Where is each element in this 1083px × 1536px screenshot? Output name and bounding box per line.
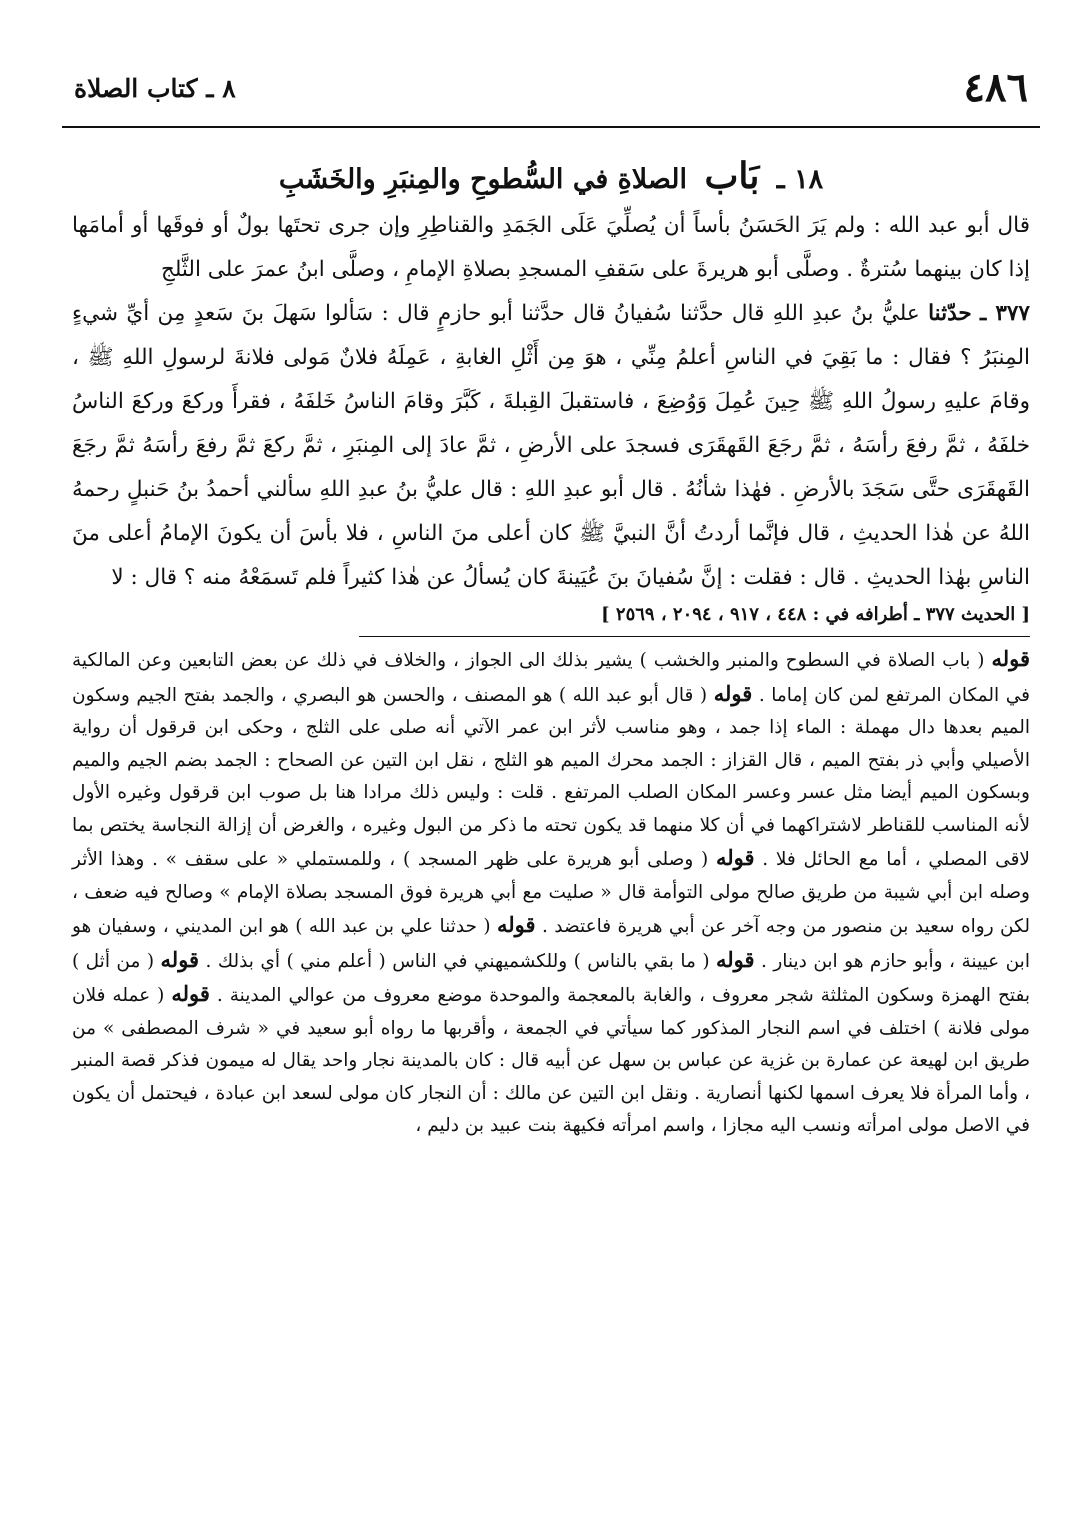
commentary-text: ( من أثل ) بفتح الهمزة وسكون المثلثة شجر معروف ، والغابة بالمعجمة والموحدة موضع معروف من عوالي المدينة . [72, 950, 1030, 1006]
hadith-number: ٣٧٧ ـ [980, 301, 1030, 326]
hadith-cross-references: [ الحديث ٣٧٧ ـ أطرافه في : ٤٤٨ ، ٩١٧ ، ٢٠٩٤ ، ٢٥٦٩ ] [601, 604, 1030, 625]
qawluhu-marker: قوله [716, 946, 755, 972]
qawluhu-marker: قوله [991, 646, 1030, 671]
hadith-body: عليُّ بنُ عبدِ اللهِ قال حدَّثنا سُفيانُ قال حدَّثنا أبو حازمٍ قال : سَألوا سَهلَ بنَ سَعدٍ مِن أيِّ شيءٍ المِنبَرُ ؟ فقال : ما بَقِيَ في الناسِ أعلمُ مِنِّي ، هوَ مِن أَثْلِ الغابةِ ، عَمِلَهُ فلانٌ مَولى فلانةَ لرسولِ اللهِ ﷺ ، وقامَ عليهِ رسولُ اللهِ ﷺ حِينَ عُمِلَ وَوُضِعَ ، فاستقبلَ القِبلةَ ، كَبَّرَ وقامَ الناسُ خَلفَهُ ، فقرأَ وركعَ وركعَ الناسُ خلفَهُ ، ثمَّ رفعَ رأسَهُ ، ثمَّ رجَعَ القَهقَرَى فسجدَ على الأرضِ ، ثمَّ عادَ إلى المِنبَرِ ، ثمَّ ركعَ ثمَّ رفعَ رأسَهُ ثمَّ رجَعَ القَهقَرَى حتَّى سَجَدَ بالأرضِ . فهٰذا شأنُهُ . قال أبو عبدِ اللهِ : قال عليُّ بنُ عبدِ اللهِ سألني أحمدُ بنُ حَنبلٍ رحمهُ اللهُ عن هٰذا الحديثِ ، قال فإنَّما أردتُ أنَّ النبيَّ ﷺ كان أعلى منَ الناسِ ، فلا بأسَ أن يكونَ الإمامُ أعلى منَ الناسِ بهٰذا الحديثِ . قال : فقلت : إنَّ سُفيانَ بنَ عُيَينةَ كان يُسألُ عن هٰذا كثيراً فلم تَسمَعْهُ منه ؟ قال : لا [72, 301, 1030, 590]
hadith-paragraph [72, 292, 1030, 600]
chapter-number: ١٨ ـ [776, 164, 824, 195]
commentary-text: ( قال أبو عبد الله ) هو المصنف ، والحسن هو البصري ، والجمد بفتح الجيم وسكون الميم بعدها دال مهملة : الماء إذا جمد ، وهو مناسب لأثر ابن عمر الآتي أنه صلى على الثلج ، وحكى ابن قرقول أن رواية الأصيلي وأبي ذر بفتح الميم ، قال القزاز : الجمد محرك الميم هو الثلج ، نقل ابن التين عن الصحاح : الجمد بضم الجيم والميم وبسكون الميم أيضا مثل عسر وعسر المكان الصلب المرتفع . قلت : وليس ذلك مرادا هنا بل صوب ابن قرقول وغيره الأول لأنه المناسب للقناطر لاشتراكهما في أن كلا منهما قد يكون تحته ما ذكر من البول وغيره ، والغرض أن إزالة النجاسة يختص بما لاقى المصلي ، أما مع الحائل فلا . [72, 684, 1030, 870]
commentary-text: ( باب الصلاة في السطوح والمنبر والخشب ) يشير بذلك الى الجواز ، والخلاف في ذلك عن بعض التابعين وعن المالكية في المكان المرتفع لمن كان إماما . [72, 650, 1030, 706]
commentary-text: ( وصلى أبو هريرة على ظهر المسجد ) ، وللمستملي « على سقف » . وهذا الأثر وصله ابن أبي شيبة من طريق صالح مولى التوأمة قال « صليت مع أبي هريرة فوق المسجد بصلاة الإمام » وصالح فيه ضعف ، لكن رواه سعيد بن منصور من وجه آخر عن أبي هريرة فاعتضد . [72, 849, 1030, 937]
document-page [72, 66, 1030, 1486]
hadith-text [72, 204, 1030, 630]
qawluhu-marker: قوله [497, 912, 536, 937]
commentary [72, 643, 1030, 1143]
commentary-text: ( حدثنا علي بن عبد الله ) هو ابن المديني ، وسفيان هو ابن عيينة ، وأبو حازم هو ابن دينار . [72, 916, 1030, 972]
book-title: ٨ ـ كتاب الصلاة [74, 74, 236, 103]
commentary-text: ( عمله فلان مولى فلانة ) اختلف في اسم النجار المذكور كما سيأتي في الجمعة ، وأقربها ما رواه أبو سعيد في « شرف المصطفى » من طريق ابن لهيعة عن عمارة بن غزية عن عباس بن سهل عن أبيه قال : كان بالمدينة نجار واحد يقال له ميمون فذكر قصة المنبر ، وأما المرأة فلا يعرف اسمها لكنها أنصارية . ونقل ابن التين عن مالك : أن النجار كان مولى لسعد ابن عبادة ، فيحتمل أن يكون في الاصل مولى امرأته ونسب اليه مجازا ، واسم امرأته فكيهة بنت عبيد بن دليم ، [72, 985, 1030, 1136]
qawluhu-marker: قوله [716, 845, 755, 870]
running-header [72, 66, 1030, 126]
haddathana-word: حدّثنا [928, 301, 972, 326]
qawluhu-marker: قوله [713, 680, 753, 706]
commentary-paragraph [72, 643, 1030, 1143]
qawluhu-marker: قوله [171, 981, 210, 1006]
chapter-heading [72, 156, 1030, 200]
section-divider [359, 636, 1030, 637]
commentary-text: ( ما بقي بالناس ) وللكشميهني في الناس ( أعلم مني ) أي بذلك . [205, 950, 710, 972]
chapter-bab-word: بَاب [704, 155, 760, 197]
chapter-title: الصلاةِ في السُّطوحِ والمِنبَرِ والخَشَبِ [278, 164, 688, 195]
qawluhu-marker: قوله [160, 946, 200, 972]
page-number: ٤٨٦ [963, 64, 1028, 111]
chapter-intro: قال أبو عبد الله : ولم يَرَ الحَسَنُ بأساً أن يُصلِّيَ عَلَى الجَمَدِ والقناطِرِ وإن جرى تحتَها بولٌ أو فوقَها أو أمامَها إذا كان بينهما سُترةٌ . وصلَّى أبو هريرةَ على سَقفِ المسجدِ بصلاةِ الإمامِ ، وصلَّى ابنُ عمرَ على الثَّلجِ [72, 213, 1030, 282]
header-rule [62, 126, 1040, 128]
